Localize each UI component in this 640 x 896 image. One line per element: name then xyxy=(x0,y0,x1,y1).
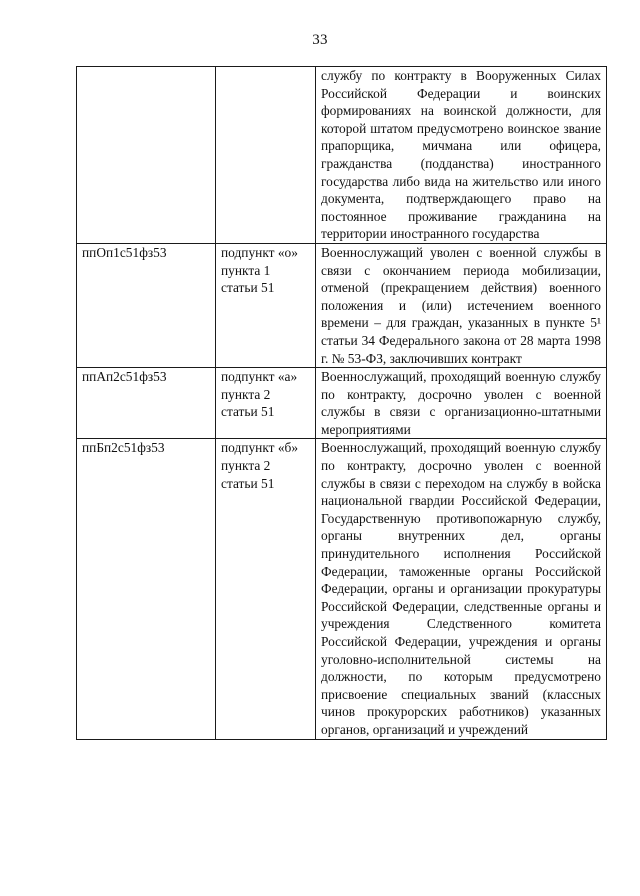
reference-cell xyxy=(216,67,316,244)
reference-cell xyxy=(216,368,316,439)
reference-article: статьи 51 xyxy=(221,475,275,491)
reference-subparagraph: подпункт «а» xyxy=(221,369,298,385)
table-row xyxy=(77,368,607,439)
dismissal-grounds-table xyxy=(76,66,607,740)
description-text: Военнослужащий, проходящий военную службу по контракту, досрочно уволен с военной службы в связи с организационно-штатными мероприятиями xyxy=(321,369,601,437)
description-cell xyxy=(316,439,607,739)
reference-paragraph: пункта 2 xyxy=(221,458,271,474)
description-text: службу по контракту в Вооруженных Силах Российской Федерации и воинских формированиях на воинской должности, для которой штатом предусмотрено воинское звание прапорщика, мичмана или офицера, гражданства (подданства) иностранного государства либо вида на жительство или иного документа, подтверждающего право на постоянное проживание гражданина на территории иностранного государства xyxy=(321,68,601,242)
table-row xyxy=(77,243,607,367)
reference-cell xyxy=(216,243,316,367)
reference-cell xyxy=(216,439,316,739)
table-row xyxy=(77,67,607,244)
description-text: Военнослужащий, проходящий военную службу по контракту, досрочно уволен с военной службы в связи с переходом на службу в войска национальной гвардии Российской Федерации, Государственную противопожарную службу, органы внутренних дел, органы принудительного исполнения Российской Федерации, таможенные органы Российской Федерации, органы и организации прокуратуры Российской Федерации, следственные органы и учреждения Следственного комитета Российской Федерации, учреждения и органы уголовно-исполнительной системы на должности, по которым предусмотрено присвоение специальных званий (классных чинов прокурорских работников) указанных органов, организаций и учреждений xyxy=(321,440,601,737)
reference-subparagraph: подпункт «б» xyxy=(221,440,299,456)
code-cell: ппАп2с51фз53 xyxy=(77,368,216,439)
description-text: Военнослужащий уволен с военной службы в связи с окончанием периода мобилизации, отменой (прекращением действия) военного положения и (или) истечением военного времени – для граждан, указанных в пункте 5¹ статьи 34 Федерального закона от 28 марта 1998 г. № 53-ФЗ, заключивших контракт xyxy=(321,244,601,366)
reference-paragraph: пункта 1 xyxy=(221,262,271,278)
description-cell xyxy=(316,243,607,367)
code-cell xyxy=(77,67,216,244)
code-cell: ппБп2с51фз53 xyxy=(77,439,216,739)
code-cell: ппОп1с51фз53 xyxy=(77,243,216,367)
description-cell xyxy=(316,368,607,439)
reference-article: статьи 51 xyxy=(221,280,275,296)
table-row xyxy=(77,439,607,739)
reference-paragraph: пункта 2 xyxy=(221,386,271,402)
page-number: 33 xyxy=(312,32,328,48)
reference-article: статьи 51 xyxy=(221,404,275,420)
description-cell xyxy=(316,67,607,244)
reference-subparagraph: подпункт «о» xyxy=(221,244,298,260)
